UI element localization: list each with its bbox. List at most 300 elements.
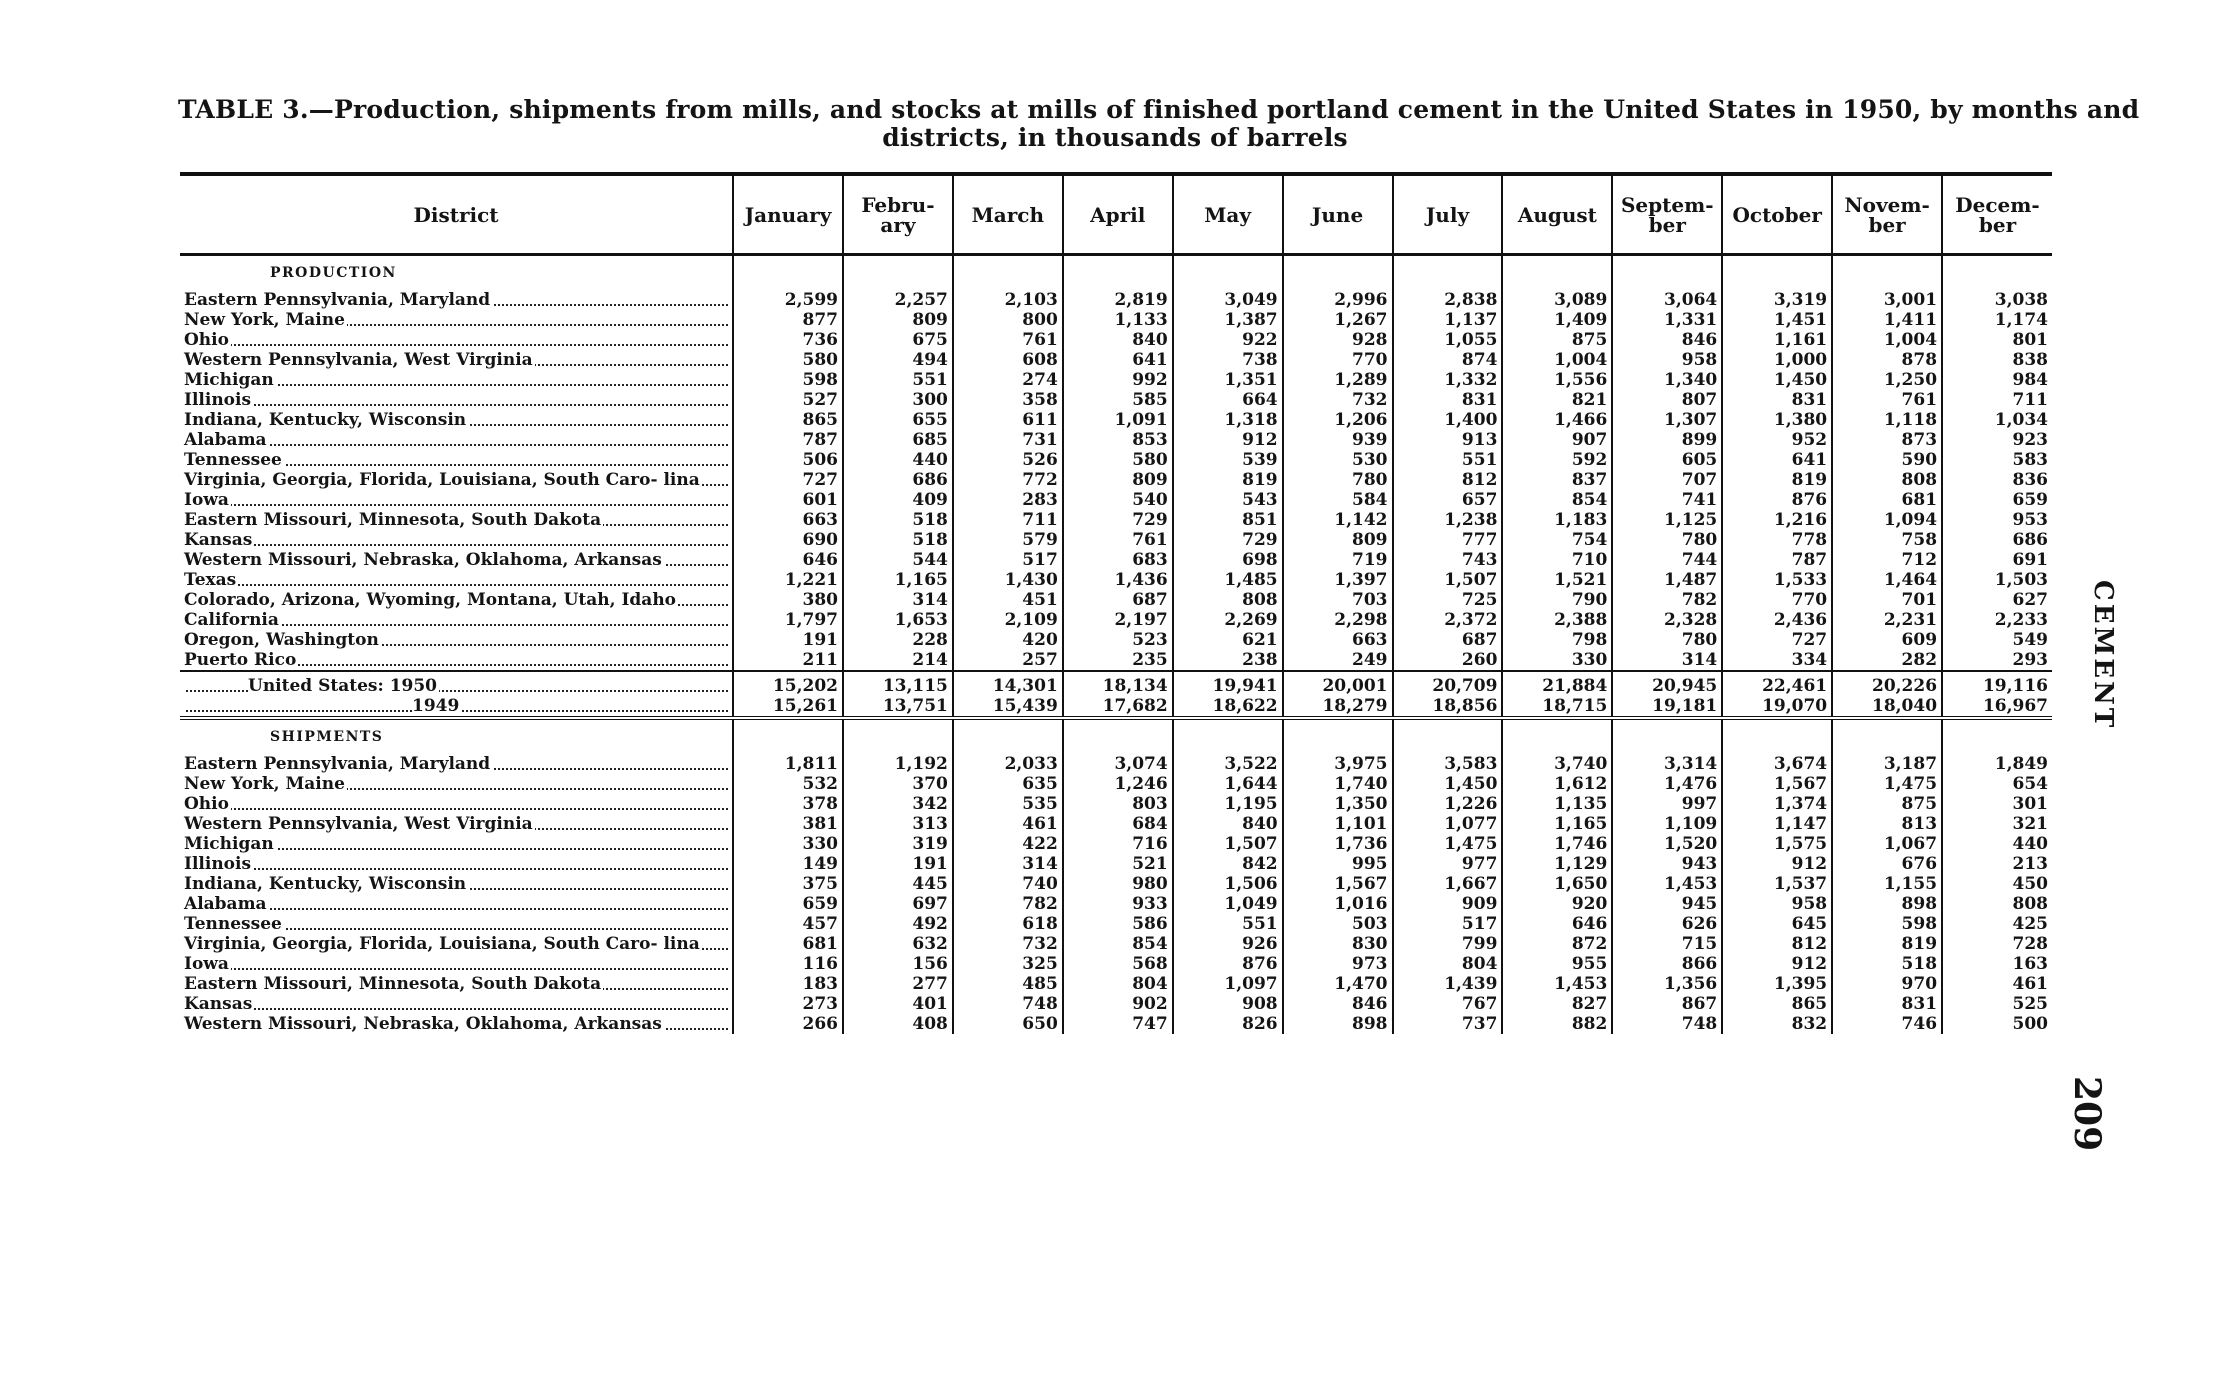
district-cell [180, 550, 733, 570]
district-label: Kansas [184, 530, 253, 550]
value-cell: 1,133 [1063, 310, 1173, 330]
value-cell: 301 [1942, 794, 2052, 814]
value-cell: 213 [1942, 854, 2052, 874]
district-cell [180, 834, 733, 854]
column-header-month: Septem- ber [1612, 174, 1722, 255]
value-cell: 804 [1063, 974, 1173, 994]
value-cell: 3,089 [1502, 290, 1612, 310]
value-cell: 1,400 [1393, 410, 1503, 430]
leader-dots [186, 968, 728, 970]
value-cell: 18,040 [1832, 696, 1942, 718]
value-cell: 228 [843, 630, 953, 650]
empty-cell [1942, 255, 2052, 291]
value-cell: 646 [1502, 914, 1612, 934]
value-cell: 865 [733, 410, 843, 430]
value-cell: 867 [1612, 994, 1722, 1014]
value-cell: 984 [1942, 370, 2052, 390]
value-cell: 19,941 [1173, 671, 1283, 696]
value-cell: 812 [1722, 934, 1832, 954]
value-cell: 422 [953, 834, 1063, 854]
empty-cell [733, 718, 843, 754]
value-cell: 909 [1393, 894, 1503, 914]
district-label: Ohio [184, 794, 229, 814]
district-label: Tennessee [184, 914, 282, 934]
value-cell: 626 [1612, 914, 1722, 934]
value-cell: 741 [1612, 490, 1722, 510]
value-cell: 1,097 [1173, 974, 1283, 994]
column-header-month: October [1722, 174, 1832, 255]
district-label: Eastern Pennsylvania, Maryland [184, 754, 491, 774]
table-row [180, 410, 2052, 430]
table-row [180, 814, 2052, 834]
value-cell: 707 [1612, 470, 1722, 490]
value-cell: 586 [1063, 914, 1173, 934]
value-cell: 992 [1063, 370, 1173, 390]
value-cell: 1,289 [1283, 370, 1393, 390]
value-cell: 874 [1393, 350, 1503, 370]
value-cell: 913 [1393, 430, 1503, 450]
value-cell: 970 [1832, 974, 1942, 994]
column-header-month: August [1502, 174, 1612, 255]
value-cell: 831 [1393, 390, 1503, 410]
value-cell: 3,187 [1832, 754, 1942, 774]
value-cell: 1,746 [1502, 834, 1612, 854]
district-cell [180, 490, 733, 510]
value-cell: 3,740 [1502, 754, 1612, 774]
value-cell: 20,001 [1283, 671, 1393, 696]
table-row [180, 530, 2052, 550]
district-cell [180, 530, 733, 550]
value-cell: 641 [1063, 350, 1173, 370]
value-cell: 767 [1393, 994, 1503, 1014]
leader-dots [186, 344, 728, 346]
value-cell: 1,612 [1502, 774, 1612, 794]
value-cell: 997 [1612, 794, 1722, 814]
value-cell: 211 [733, 650, 843, 671]
district-label: Alabama [184, 894, 267, 914]
value-cell: 809 [843, 310, 953, 330]
value-cell: 608 [953, 350, 1063, 370]
value-cell: 2,197 [1063, 610, 1173, 630]
value-cell: 898 [1283, 1014, 1393, 1034]
district-cell [180, 774, 733, 794]
value-cell: 907 [1502, 430, 1612, 450]
value-cell: 809 [1063, 470, 1173, 490]
value-cell: 877 [733, 310, 843, 330]
value-cell: 273 [733, 994, 843, 1014]
value-cell: 1,034 [1942, 410, 2052, 430]
district-label: Iowa [184, 490, 229, 510]
district-cell [180, 310, 733, 330]
section-heading-row [180, 718, 2052, 754]
value-cell: 1,811 [733, 754, 843, 774]
table-title-line2: districts, in thousands of barrels [882, 123, 1348, 152]
value-cell: 2,033 [953, 754, 1063, 774]
column-header-month: July [1393, 174, 1503, 255]
value-cell: 748 [1612, 1014, 1722, 1034]
value-cell: 782 [1612, 590, 1722, 610]
value-cell: 716 [1063, 834, 1173, 854]
value-cell: 3,049 [1173, 290, 1283, 310]
value-cell: 2,372 [1393, 610, 1503, 630]
table-row [180, 470, 2052, 490]
value-cell: 283 [953, 490, 1063, 510]
district-cell [180, 290, 733, 310]
value-cell: 18,279 [1283, 696, 1393, 718]
table-row [180, 874, 2052, 894]
empty-cell [1502, 255, 1612, 291]
value-cell: 732 [1283, 390, 1393, 410]
value-cell: 685 [843, 430, 953, 450]
column-header-month: Decem- ber [1942, 174, 2052, 255]
value-cell: 525 [1942, 994, 2052, 1014]
value-cell: 321 [1942, 814, 2052, 834]
table-row [180, 794, 2052, 814]
value-cell: 2,257 [843, 290, 953, 310]
value-cell: 772 [953, 470, 1063, 490]
value-cell: 3,975 [1283, 754, 1393, 774]
value-cell: 731 [953, 430, 1063, 450]
value-cell: 1,192 [843, 754, 953, 774]
value-cell: 15,261 [733, 696, 843, 718]
value-cell: 808 [1942, 894, 2052, 914]
value-cell: 1,004 [1502, 350, 1612, 370]
value-cell: 878 [1832, 350, 1942, 370]
value-cell: 503 [1283, 914, 1393, 934]
value-cell: 808 [1173, 590, 1283, 610]
column-header-month: June [1283, 174, 1393, 255]
table-row [180, 834, 2052, 854]
empty-cell [1283, 718, 1393, 754]
empty-cell [1173, 718, 1283, 754]
value-cell: 235 [1063, 650, 1173, 671]
value-cell: 866 [1612, 954, 1722, 974]
table-row [180, 894, 2052, 914]
column-header-month: Febru- ary [843, 174, 953, 255]
value-cell: 325 [953, 954, 1063, 974]
table-row [180, 430, 2052, 450]
value-cell: 958 [1722, 894, 1832, 914]
value-cell: 1,387 [1173, 310, 1283, 330]
value-cell: 627 [1942, 590, 2052, 610]
value-cell: 1,740 [1283, 774, 1393, 794]
value-cell: 664 [1173, 390, 1283, 410]
value-cell: 539 [1173, 450, 1283, 470]
value-cell: 3,522 [1173, 754, 1283, 774]
value-cell: 1,503 [1942, 570, 2052, 590]
value-cell: 1,451 [1722, 310, 1832, 330]
value-cell: 1,250 [1832, 370, 1942, 390]
value-cell: 274 [953, 370, 1063, 390]
district-label: Michigan [184, 834, 274, 854]
value-cell: 657 [1393, 490, 1503, 510]
value-cell: 313 [843, 814, 953, 834]
value-cell: 1,667 [1393, 874, 1503, 894]
district-label: Texas [184, 570, 237, 590]
value-cell: 1,055 [1393, 330, 1503, 350]
value-cell: 952 [1722, 430, 1832, 450]
value-cell: 1,411 [1832, 310, 1942, 330]
value-cell: 826 [1173, 1014, 1283, 1034]
value-cell: 1,521 [1502, 570, 1612, 590]
value-cell: 1,147 [1722, 814, 1832, 834]
value-cell: 804 [1393, 954, 1503, 974]
value-cell: 518 [843, 530, 953, 550]
value-cell: 675 [843, 330, 953, 350]
value-cell: 16,967 [1942, 696, 2052, 718]
table-row [180, 350, 2052, 370]
value-cell: 831 [1832, 994, 1942, 1014]
value-cell: 761 [1063, 530, 1173, 550]
value-cell: 743 [1393, 550, 1503, 570]
district-label: Virginia, Georgia, Florida, Louisiana, South Caro- lina [184, 470, 700, 490]
value-cell: 798 [1502, 630, 1612, 650]
value-cell: 517 [953, 550, 1063, 570]
value-cell: 601 [733, 490, 843, 510]
value-cell: 2,819 [1063, 290, 1173, 310]
value-cell: 2,599 [733, 290, 843, 310]
value-cell: 738 [1173, 350, 1283, 370]
value-cell: 902 [1063, 994, 1173, 1014]
value-cell: 370 [843, 774, 953, 794]
value-cell: 955 [1502, 954, 1612, 974]
table-row [180, 450, 2052, 470]
value-cell: 697 [843, 894, 953, 914]
value-cell: 758 [1832, 530, 1942, 550]
value-cell: 15,439 [953, 696, 1063, 718]
value-cell: 727 [1722, 630, 1832, 650]
district-label: Western Missouri, Nebraska, Oklahoma, Arkansas [184, 1014, 662, 1034]
value-cell: 854 [1502, 490, 1612, 510]
value-cell: 521 [1063, 854, 1173, 874]
table-row [180, 671, 2052, 696]
empty-cell [1832, 718, 1942, 754]
value-cell: 19,116 [1942, 671, 2052, 696]
empty-cell [843, 718, 953, 754]
value-cell: 1,094 [1832, 510, 1942, 530]
value-cell: 770 [1722, 590, 1832, 610]
district-cell [180, 854, 733, 874]
value-cell: 266 [733, 1014, 843, 1034]
district-cell [180, 974, 733, 994]
empty-cell [1393, 255, 1503, 291]
value-cell: 1,195 [1173, 794, 1283, 814]
value-cell: 1,849 [1942, 754, 2052, 774]
value-cell: 2,996 [1283, 290, 1393, 310]
value-cell: 761 [953, 330, 1063, 350]
value-cell: 314 [1612, 650, 1722, 671]
value-cell: 330 [1502, 650, 1612, 671]
district-label: Ohio [184, 330, 229, 350]
value-cell: 1,142 [1283, 510, 1393, 530]
column-header-district: District [180, 174, 733, 255]
value-cell: 865 [1722, 994, 1832, 1014]
district-cell [180, 350, 733, 370]
value-cell: 1,439 [1393, 974, 1503, 994]
value-cell: 1,575 [1722, 834, 1832, 854]
value-cell: 517 [1393, 914, 1503, 934]
column-header-month: April [1063, 174, 1173, 255]
value-cell: 334 [1722, 650, 1832, 671]
table-row [180, 994, 2052, 1014]
value-cell: 812 [1393, 470, 1503, 490]
district-label: Colorado, Arizona, Wyoming, Montana, Utah, Idaho [184, 590, 677, 610]
district-label: Illinois [184, 390, 252, 410]
value-cell: 1,464 [1832, 570, 1942, 590]
value-cell: 1,533 [1722, 570, 1832, 590]
value-cell: 754 [1502, 530, 1612, 550]
district-cell [180, 671, 733, 696]
value-cell: 831 [1722, 390, 1832, 410]
section-heading: SHIPMENTS [270, 729, 384, 745]
value-cell: 854 [1063, 934, 1173, 954]
table-row [180, 934, 2052, 954]
value-cell: 641 [1722, 450, 1832, 470]
value-cell: 1,567 [1283, 874, 1393, 894]
value-cell: 790 [1502, 590, 1612, 610]
value-cell: 149 [733, 854, 843, 874]
value-cell: 1,340 [1612, 370, 1722, 390]
table-row [180, 954, 2052, 974]
empty-cell [953, 255, 1063, 291]
value-cell: 1,161 [1722, 330, 1832, 350]
value-cell: 527 [733, 390, 843, 410]
value-cell: 2,328 [1612, 610, 1722, 630]
value-cell: 1,183 [1502, 510, 1612, 530]
value-cell: 663 [1283, 630, 1393, 650]
value-cell: 530 [1283, 450, 1393, 470]
value-cell: 807 [1612, 390, 1722, 410]
value-cell: 13,115 [843, 671, 953, 696]
value-cell: 1,485 [1173, 570, 1283, 590]
value-cell: 568 [1063, 954, 1173, 974]
value-cell: 494 [843, 350, 953, 370]
value-cell: 780 [1612, 530, 1722, 550]
column-header-month: March [953, 174, 1063, 255]
value-cell: 408 [843, 1014, 953, 1034]
value-cell: 381 [733, 814, 843, 834]
district-cell [180, 696, 733, 718]
value-cell: 787 [1722, 550, 1832, 570]
value-cell: 899 [1612, 430, 1722, 450]
district-label: Michigan [184, 370, 274, 390]
value-cell: 1,331 [1612, 310, 1722, 330]
district-cell [180, 874, 733, 894]
table-row [180, 650, 2052, 671]
value-cell: 780 [1612, 630, 1722, 650]
value-cell: 609 [1832, 630, 1942, 650]
table-row [180, 490, 2052, 510]
value-cell: 676 [1832, 854, 1942, 874]
empty-cell [953, 718, 1063, 754]
leader-dots [186, 584, 728, 586]
value-cell: 663 [733, 510, 843, 530]
value-cell: 319 [843, 834, 953, 854]
value-cell: 977 [1393, 854, 1503, 874]
value-cell: 646 [733, 550, 843, 570]
district-label: Indiana, Kentucky, Wisconsin [184, 874, 467, 894]
section-heading-row [180, 255, 2052, 291]
value-cell: 787 [733, 430, 843, 450]
value-cell: 980 [1063, 874, 1173, 894]
value-cell: 1,077 [1393, 814, 1503, 834]
value-cell: 544 [843, 550, 953, 570]
value-cell: 698 [1173, 550, 1283, 570]
value-cell: 1,380 [1722, 410, 1832, 430]
value-cell: 827 [1502, 994, 1612, 1014]
district-cell [180, 610, 733, 630]
value-cell: 598 [733, 370, 843, 390]
value-cell: 238 [1173, 650, 1283, 671]
value-cell: 908 [1173, 994, 1283, 1014]
district-label: California [184, 610, 279, 630]
value-cell: 1,567 [1722, 774, 1832, 794]
district-label: United States: 1950 [248, 676, 438, 696]
value-cell: 1,507 [1393, 570, 1503, 590]
value-cell: 1,165 [1502, 814, 1612, 834]
value-cell: 314 [843, 590, 953, 610]
value-cell: 2,838 [1393, 290, 1503, 310]
value-cell: 846 [1283, 994, 1393, 1014]
value-cell: 701 [1832, 590, 1942, 610]
value-cell: 703 [1283, 590, 1393, 610]
value-cell: 1,135 [1502, 794, 1612, 814]
value-cell: 1,475 [1832, 774, 1942, 794]
value-cell: 747 [1063, 1014, 1173, 1034]
value-cell: 580 [733, 350, 843, 370]
value-cell: 1,101 [1283, 814, 1393, 834]
empty-cell [843, 255, 953, 291]
value-cell: 19,181 [1612, 696, 1722, 718]
value-cell: 18,856 [1393, 696, 1503, 718]
value-cell: 1,351 [1173, 370, 1283, 390]
district-label: Eastern Missouri, Minnesota, South Dakota [184, 974, 602, 994]
value-cell: 249 [1283, 650, 1393, 671]
table-row [180, 570, 2052, 590]
value-cell: 3,674 [1722, 754, 1832, 774]
district-cell [180, 754, 733, 774]
value-cell: 450 [1942, 874, 2052, 894]
value-cell: 1,520 [1612, 834, 1722, 854]
table-row [180, 370, 2052, 390]
value-cell: 819 [1722, 470, 1832, 490]
value-cell: 727 [733, 470, 843, 490]
table-row [180, 310, 2052, 330]
leader-dots [186, 504, 728, 506]
value-cell: 1,332 [1393, 370, 1503, 390]
value-cell: 1,350 [1283, 794, 1393, 814]
value-cell: 1,537 [1722, 874, 1832, 894]
table-row [180, 550, 2052, 570]
empty-cell [733, 255, 843, 291]
table-header-row [180, 174, 2052, 255]
value-cell: 715 [1612, 934, 1722, 954]
district-label: Virginia, Georgia, Florida, Louisiana, South Caro- lina [184, 934, 700, 954]
value-cell: 746 [1832, 1014, 1942, 1034]
value-cell: 14,301 [953, 671, 1063, 696]
value-cell: 1,165 [843, 570, 953, 590]
value-cell: 837 [1502, 470, 1612, 490]
value-cell: 584 [1283, 490, 1393, 510]
value-cell: 711 [953, 510, 1063, 530]
value-cell: 851 [1173, 510, 1283, 530]
value-cell: 3,583 [1393, 754, 1503, 774]
district-cell [180, 510, 733, 530]
district-label: Eastern Pennsylvania, Maryland [184, 290, 491, 310]
district-cell [180, 1014, 733, 1034]
value-cell: 801 [1942, 330, 2052, 350]
value-cell: 1,374 [1722, 794, 1832, 814]
